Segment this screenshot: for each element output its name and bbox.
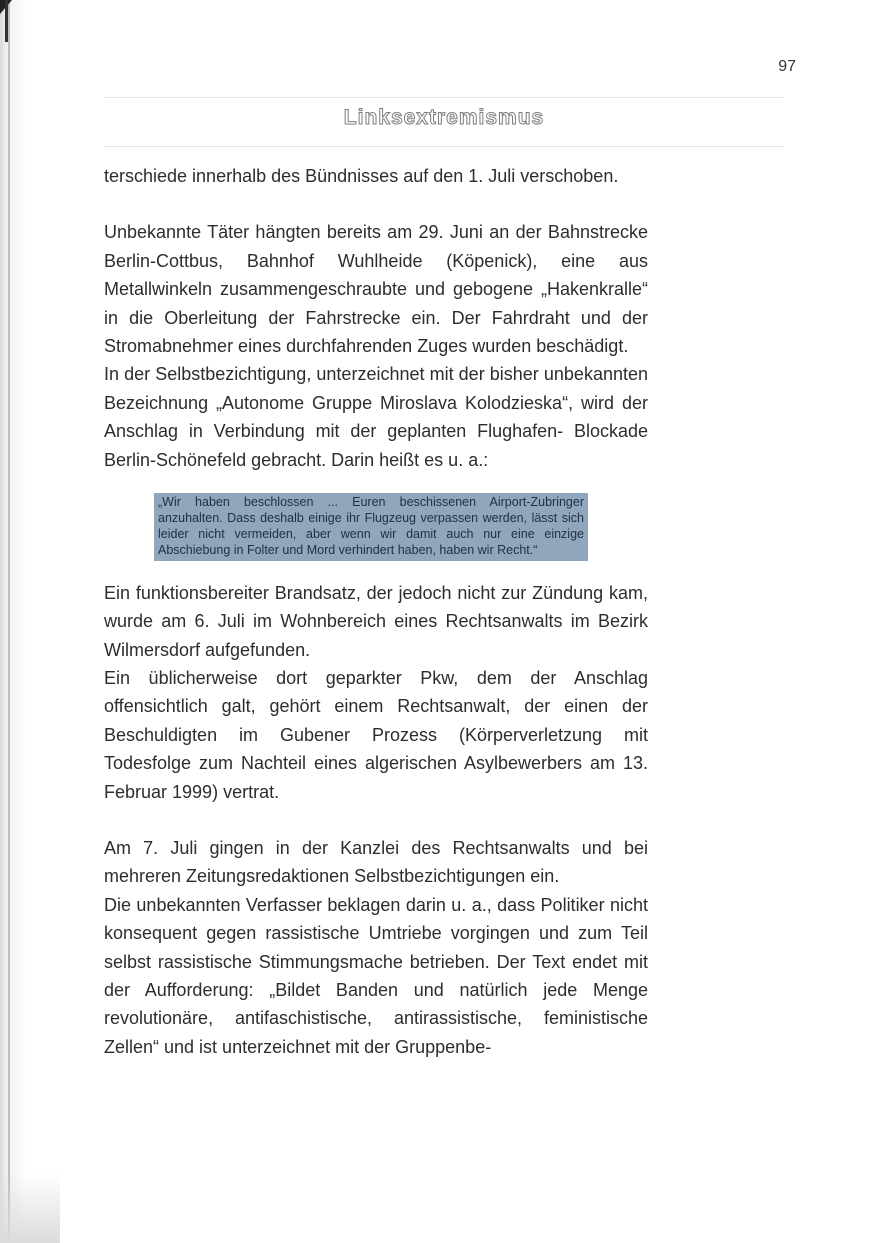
page-number: 97 [778,58,796,75]
quote-box: „Wir haben beschlossen ... Euren beschissenen Airport-Zubringer anzuhalten. Dass deshalb einige ihr Flugzeug verpassen werden, lässt sich leider nicht vermeiden, aber wenn wir damit auch nur eine einzige Abschiebung in Folter und Mord verhindert haben, haben wir Recht.“ [154,493,588,561]
paragraph-gap [104,806,648,834]
running-head: Linksextremismus [343,106,545,129]
paragraph-gap [104,190,648,218]
body-text [104,162,648,1061]
header-rule-bottom [104,146,784,147]
page-left-edge-shadow [0,0,30,1243]
header-rule-top [104,97,784,98]
paragraph: Unbekannte Täter hängten bereits am 29. Juni an der Bahnstrecke Berlin-Cottbus, Bahnhof Wuhlheide (Köpenick), eine aus Metallwinkeln zusammengeschraubte und gebogene „Hakenkralle“ in die Oberleitung der Fahrstrecke ein. Der Fahrdraht und der Stromabnehmer eines durchfahrenden Zuges wurden beschädigt. [104,222,648,357]
paragraph: terschiede innerhalb des Bündnisses auf den 1. Juli verschoben. [104,166,619,186]
paragraph: Am 7. Juli gingen in der Kanzlei des Rechtsanwalts und bei mehreren Zeitungsredaktionen Selbstbezichtigungen ein. [104,837,648,887]
paragraph: Ein funktionsbereiter Brandsatz, der jedoch nicht zur Zündung kam, wurde am 6. Juli im Wohnbereich eines Rechtsanwalts im Bezirk Wilmersdorf aufgefunden. [104,582,648,660]
binding-line [8,0,10,1243]
page-corner-shadow [0,1173,60,1243]
paragraph: Die unbekannten Verfasser beklagen darin u. a., dass Politiker nicht konsequent gegen rassistische Umtriebe vorgingen und zum Teil selbst rassistische Stimmungsmache betrieben. Der Text endet mit der Aufforderung: „Bildet Banden und natürlich jede Menge revolutionäre, antifaschistische, antirassistische, feministische Zellen“ und ist unterzeichnet mit der Gruppenbe- [104,894,648,1057]
paragraph: Ein üblicherweise dort geparkter Pkw, dem der Anschlag offensichtlich galt, gehört einem Rechtsanwalt, der einen der Beschuldigten im Gubener Prozess (Körperverletzung mit Todesfolge zum Nachteil eines algerischen Asylbewerbers am 13. Februar 1999) vertrat. [104,667,648,802]
corner-crop-stem [5,0,8,42]
paragraph: In der Selbstbezichtigung, unterzeichnet mit der bisher unbekannten Bezeichnung „Autonome Gruppe Miroslava Kolodzieska“, wird der Anschlag in Verbindung mit der geplanten Flughafen- Blockade Berlin-Schönefeld gebracht. Darin heißt es u. a.: [104,364,648,470]
